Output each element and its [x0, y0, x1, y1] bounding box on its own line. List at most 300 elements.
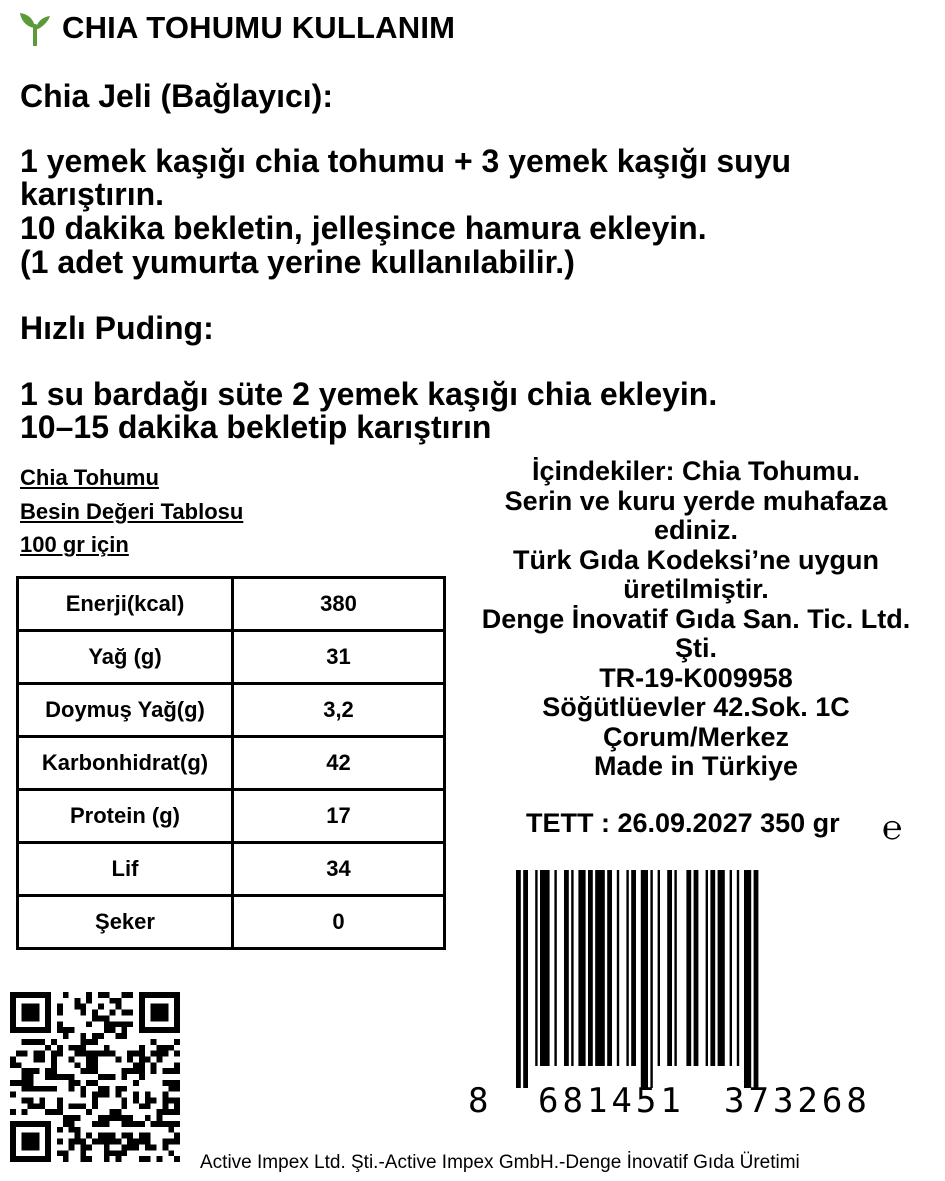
qr-module	[127, 1133, 133, 1139]
barcode-bar	[564, 870, 569, 1066]
qr-module	[168, 1068, 174, 1074]
qr-module	[168, 1098, 174, 1104]
qr-module	[139, 1051, 145, 1057]
qr-module	[98, 1139, 104, 1145]
qr-module	[174, 1103, 180, 1109]
nutrient-value: 42	[233, 737, 445, 790]
qr-module	[86, 1156, 92, 1162]
table-row	[18, 684, 445, 737]
qr-module	[151, 1121, 157, 1127]
qr-module	[16, 1051, 22, 1057]
qr-module	[57, 1098, 63, 1104]
qr-module	[92, 1062, 98, 1068]
nutrient-value: 3,2	[233, 684, 445, 737]
table-row	[18, 631, 445, 684]
qr-module	[22, 1080, 28, 1086]
qr-module	[104, 1051, 110, 1057]
qr-module	[174, 1098, 180, 1104]
table-row	[18, 737, 445, 790]
nutrient-value: 0	[233, 896, 445, 949]
table-row	[18, 578, 445, 631]
jel-line-4: (1 adet yumurta yerine kullanılabilir.)	[20, 244, 575, 280]
qr-module	[74, 1115, 80, 1121]
nutrient-value: 31	[233, 631, 445, 684]
barcode-bar	[588, 870, 593, 1066]
qr-module	[116, 1150, 122, 1156]
qr-module	[162, 1045, 168, 1051]
qr-module	[168, 1121, 174, 1127]
product-info	[462, 457, 930, 782]
qr-module	[139, 1056, 145, 1062]
qr-module	[57, 1021, 63, 1027]
qr-module	[92, 1015, 98, 1021]
qr-module	[80, 1033, 86, 1039]
qr-module	[145, 1103, 151, 1109]
qr-module	[121, 992, 127, 998]
qr-module	[51, 1062, 57, 1068]
qr-module	[57, 1004, 63, 1010]
qr-module	[69, 1027, 75, 1033]
qr-module	[63, 1115, 69, 1121]
nutrient-label: Karbonhidrat(g)	[18, 737, 233, 790]
barcode-first-digit: 8	[468, 1081, 489, 1118]
qr-module	[69, 1144, 75, 1150]
qr-module	[121, 1144, 127, 1150]
qr-module	[121, 1068, 127, 1074]
info-line: Made in Türkiye	[593, 751, 799, 781]
nutrient-label: Lif	[18, 843, 233, 896]
qr-module	[98, 1092, 104, 1098]
qr-module	[133, 1092, 139, 1098]
nutrient-label: Protein (g)	[18, 790, 233, 843]
nutrition-title-1: Chia Tohumu	[20, 465, 159, 490]
qr-module	[74, 1004, 80, 1010]
nutrient-value: 34	[233, 843, 445, 896]
qr-module	[86, 1021, 92, 1027]
jel-line-2: karıştırın.	[20, 176, 165, 212]
qr-module	[174, 1139, 180, 1145]
qr-module	[51, 1109, 57, 1115]
qr-module	[121, 1121, 127, 1127]
qr-module	[157, 1056, 163, 1062]
qr-module	[39, 1103, 45, 1109]
barcode-bar	[641, 870, 648, 1088]
qr-module	[174, 1068, 180, 1074]
qr-module	[92, 1098, 98, 1104]
qr-module	[98, 1133, 104, 1139]
qr-module	[92, 1056, 98, 1062]
qr-module	[80, 1103, 86, 1109]
qr-module	[168, 1127, 174, 1133]
qr-module	[104, 1156, 110, 1162]
qr-module	[116, 998, 122, 1004]
qr-module	[74, 1051, 80, 1057]
qr-module	[104, 1150, 110, 1156]
nutrient-label: Yağ (g)	[18, 631, 233, 684]
qr-module	[174, 1051, 180, 1057]
jel-line-3: 10 dakika bekletin, jelleşince hamura ekleyin.	[20, 210, 707, 246]
barcode-bar	[595, 870, 605, 1066]
qr-module	[145, 1156, 151, 1162]
qr-module	[104, 1027, 110, 1033]
qr-module	[33, 1056, 39, 1062]
qr-module	[162, 1109, 168, 1115]
qr-module	[121, 1086, 127, 1092]
qr-module	[92, 1121, 98, 1127]
qr-module	[39, 1086, 45, 1092]
qr-module	[80, 1156, 86, 1162]
qr-module	[45, 1045, 51, 1051]
barcode-bar	[718, 870, 725, 1066]
qr-module	[28, 1039, 34, 1045]
qr-module	[127, 1115, 133, 1121]
qr-module	[168, 1109, 174, 1115]
qr-module	[104, 1015, 110, 1021]
puding-line-2: 10–15 dakika bekletip karıştırın	[20, 409, 492, 445]
qr-module	[121, 1027, 127, 1033]
qr-module	[174, 1080, 180, 1086]
qr-module	[98, 992, 104, 998]
qr-module	[145, 1144, 151, 1150]
qr-module	[116, 1086, 122, 1092]
qr-module	[139, 1156, 145, 1162]
qr-module	[116, 1033, 122, 1039]
qr-module	[104, 1021, 110, 1027]
qr-module	[127, 1121, 133, 1127]
qr-module	[110, 1074, 116, 1080]
qr-module	[28, 1103, 34, 1109]
qr-module	[51, 1074, 57, 1080]
barcode-bar	[617, 870, 619, 1066]
qr-module	[145, 1092, 151, 1098]
qr-module	[127, 1010, 133, 1016]
qr-module	[57, 1127, 63, 1133]
qr-module	[157, 1051, 163, 1057]
info-line: ediniz.	[653, 515, 738, 545]
qr-module	[57, 1051, 63, 1057]
qr-module	[116, 1092, 122, 1098]
qr-module	[127, 1021, 133, 1027]
barcode-bar	[607, 870, 612, 1066]
qr-module	[121, 1021, 127, 1027]
qr-module	[63, 1027, 69, 1033]
qr-module	[133, 1121, 139, 1127]
table-row	[18, 843, 445, 896]
qr-module	[51, 1086, 57, 1092]
qr-module	[168, 1139, 174, 1145]
qr-module	[69, 1121, 75, 1127]
barcode-bar	[631, 870, 636, 1066]
qr-module	[74, 1127, 80, 1133]
nutrient-label: Enerji(kcal)	[18, 578, 233, 631]
qr-module	[110, 1133, 116, 1139]
qr-module	[174, 1121, 180, 1127]
barcode-bar	[706, 870, 708, 1066]
barcode-bar	[730, 870, 732, 1066]
qr-module	[98, 1115, 104, 1121]
qr-module	[86, 1062, 92, 1068]
barcode-bar	[523, 870, 528, 1088]
qr-module	[80, 1051, 86, 1057]
qr-module	[133, 1098, 139, 1104]
qr-module	[110, 1139, 116, 1145]
qr-module	[145, 1098, 151, 1104]
qr-module	[133, 1144, 139, 1150]
qr-module	[28, 1086, 34, 1092]
qr-module	[92, 1139, 98, 1145]
qr-module	[174, 1133, 180, 1139]
qr-module	[86, 1080, 92, 1086]
qr-module	[69, 1115, 75, 1121]
nutrient-value: 17	[233, 790, 445, 843]
qr-module	[139, 1045, 145, 1051]
qr-module	[98, 1086, 104, 1092]
qr-module	[74, 1062, 80, 1068]
qr-module	[69, 1045, 75, 1051]
info-line: üretilmiştir.	[623, 574, 769, 604]
barcode-bar	[710, 870, 715, 1066]
barcode-group-2: 373268	[724, 1081, 871, 1118]
qr-module	[139, 1139, 145, 1145]
qr-module	[127, 1051, 133, 1057]
qr-module	[151, 1039, 157, 1045]
barcode-bar	[516, 870, 521, 1088]
qr-module	[145, 1139, 151, 1145]
qr-module	[127, 992, 133, 998]
info-line: Şti.	[674, 633, 717, 663]
qr-module	[121, 1098, 127, 1104]
qr-code	[10, 992, 180, 1162]
qr-module	[86, 1056, 92, 1062]
qr-module	[116, 1156, 122, 1162]
barcode-bar	[744, 870, 751, 1088]
qr-module	[57, 1109, 63, 1115]
qr-module	[69, 1074, 75, 1080]
info-line: Söğütlüevler 42.Sok. 1C	[542, 692, 850, 722]
qr-module	[10, 1109, 16, 1115]
barcode-bar	[754, 870, 759, 1088]
table-row	[18, 790, 445, 843]
qr-module	[139, 1062, 145, 1068]
qr-module	[39, 1098, 45, 1104]
qr-module	[92, 1051, 98, 1057]
qr-module	[63, 1074, 69, 1080]
qr-module	[116, 1115, 122, 1121]
barcode-bar	[674, 870, 676, 1066]
qr-module	[86, 998, 92, 1004]
qr-module	[80, 1139, 86, 1145]
barcode-bar	[578, 870, 585, 1066]
qr-module	[10, 1092, 16, 1098]
qr-module	[45, 1068, 51, 1074]
qr-module	[63, 1156, 69, 1162]
qr-module	[162, 1068, 168, 1074]
qr-module	[86, 1144, 92, 1150]
qr-module	[139, 1121, 145, 1127]
qr-module	[157, 1045, 163, 1051]
qr-module	[157, 1156, 163, 1162]
info-line: İçindekiler: Chia Tohumu.	[531, 456, 861, 486]
qr-module	[104, 1045, 110, 1051]
qr-module	[162, 1139, 168, 1145]
qr-module	[145, 1133, 151, 1139]
qr-module	[86, 1068, 92, 1074]
qr-module	[74, 1103, 80, 1109]
qr-module	[45, 1086, 51, 1092]
qr-module	[51, 1039, 57, 1045]
qr-module	[80, 1010, 86, 1016]
qr-module	[121, 1103, 127, 1109]
info-line: Serin ve kuru yerde muhafaza	[504, 485, 888, 516]
nutrient-label: Şeker	[18, 896, 233, 949]
qr-module	[33, 1103, 39, 1109]
barcode-bar	[535, 870, 537, 1066]
qr-module	[127, 1144, 133, 1150]
estimated-sign-icon: ℮	[882, 808, 903, 848]
qr-module	[22, 1068, 28, 1074]
qr-module	[57, 1045, 63, 1051]
barcode-bar	[540, 870, 550, 1066]
qr-module	[116, 1021, 122, 1027]
qr-module	[151, 1051, 157, 1057]
qr-module	[151, 1068, 157, 1074]
qr-module	[151, 1144, 157, 1150]
qr-module	[133, 1080, 139, 1086]
qr-module	[121, 1033, 127, 1039]
qr-module	[22, 1086, 28, 1092]
qr-module	[116, 1109, 122, 1115]
qr-module	[33, 1086, 39, 1092]
qr-module	[80, 1086, 86, 1092]
qr-module	[162, 1144, 168, 1150]
qr-module	[110, 1010, 116, 1016]
qr-module	[63, 992, 69, 998]
qr-module	[86, 1109, 92, 1115]
table-row	[18, 896, 445, 949]
qr-module	[22, 1074, 28, 1080]
qr-module	[69, 1127, 75, 1133]
qr-module	[69, 1056, 75, 1062]
qr-module	[98, 1051, 104, 1057]
qr-module	[110, 1051, 116, 1057]
nutrient-label: Doymuş Yağ(g)	[18, 684, 233, 737]
qr-module	[57, 1010, 63, 1016]
qr-module	[162, 1051, 168, 1057]
qr-module	[92, 1092, 98, 1098]
qr-module	[63, 1121, 69, 1127]
qr-module	[98, 1015, 104, 1021]
qr-module	[157, 1115, 163, 1121]
qr-module	[80, 1150, 86, 1156]
qr-module	[22, 1098, 28, 1104]
qr-module	[51, 1068, 57, 1074]
qr-module	[121, 1133, 127, 1139]
qr-module	[151, 1062, 157, 1068]
qr-module	[16, 1062, 22, 1068]
qr-module	[69, 1086, 75, 1092]
qr-module	[174, 1156, 180, 1162]
qr-module	[133, 1051, 139, 1057]
qr-module	[16, 1080, 22, 1086]
qr-module	[33, 1051, 39, 1057]
qr-module	[22, 1051, 28, 1057]
qr-module	[168, 1150, 174, 1156]
qr-module	[22, 1109, 28, 1115]
qr-module	[110, 1150, 116, 1156]
qr-module	[139, 1068, 145, 1074]
qr-module	[80, 1045, 86, 1051]
qr-module	[151, 1004, 169, 1022]
qr-module	[133, 1062, 139, 1068]
qr-module	[116, 1139, 122, 1145]
barcode-bar	[650, 870, 652, 1088]
qr-module	[92, 1080, 98, 1086]
qr-module	[162, 1098, 168, 1104]
qr-module	[162, 1092, 168, 1098]
qr-module	[69, 1103, 75, 1109]
nutrition-table	[16, 576, 446, 950]
qr-module	[110, 1109, 116, 1115]
qr-module	[74, 1139, 80, 1145]
qr-module	[80, 1004, 86, 1010]
qr-module	[104, 1139, 110, 1145]
qr-module	[92, 1039, 98, 1045]
qr-module	[121, 1010, 127, 1016]
qr-module	[80, 1068, 86, 1074]
jel-line-1: 1 yemek kaşığı chia tohumu + 3 yemek kaşığı suyu	[20, 143, 792, 179]
qr-module	[110, 1115, 116, 1121]
qr-module	[39, 1039, 45, 1045]
qr-module	[74, 1080, 80, 1086]
qr-module	[151, 1098, 157, 1104]
qr-module	[104, 1133, 110, 1139]
barcode-bar	[626, 870, 628, 1066]
qr-module	[74, 1133, 80, 1139]
qr-module	[86, 1051, 92, 1057]
qr-module	[51, 1056, 57, 1062]
barcode	[460, 868, 900, 1118]
barcode-group-1: 681451	[538, 1081, 685, 1118]
qr-module	[74, 998, 80, 1004]
qr-module	[22, 1039, 28, 1045]
qr-module	[133, 1068, 139, 1074]
qr-module	[168, 1080, 174, 1086]
puding-line-1: 1 su bardağı süte 2 yemek kaşığı chia ekleyin.	[20, 376, 718, 412]
qr-module	[28, 1068, 34, 1074]
qr-module	[86, 992, 92, 998]
qr-module	[139, 1133, 145, 1139]
qr-module	[157, 1121, 163, 1127]
qr-module	[162, 1080, 168, 1086]
barcode-bar	[737, 870, 739, 1066]
qr-module	[162, 1103, 168, 1109]
qr-module	[51, 1051, 57, 1057]
qr-module	[168, 1086, 174, 1092]
qr-module	[57, 1150, 63, 1156]
nutrition-title-3: 100 gr için	[20, 532, 129, 557]
qr-module	[69, 1139, 75, 1145]
qr-module	[104, 992, 110, 998]
qr-module	[110, 1027, 116, 1033]
qr-module	[104, 1144, 110, 1150]
qr-module	[121, 1115, 127, 1121]
qr-module	[162, 1121, 168, 1127]
qr-module	[92, 1033, 98, 1039]
qr-module	[92, 1068, 98, 1074]
qr-module	[116, 1056, 122, 1062]
jel-heading: Chia Jeli (Bağlayıcı):	[20, 78, 333, 114]
qr-module	[104, 1092, 110, 1098]
